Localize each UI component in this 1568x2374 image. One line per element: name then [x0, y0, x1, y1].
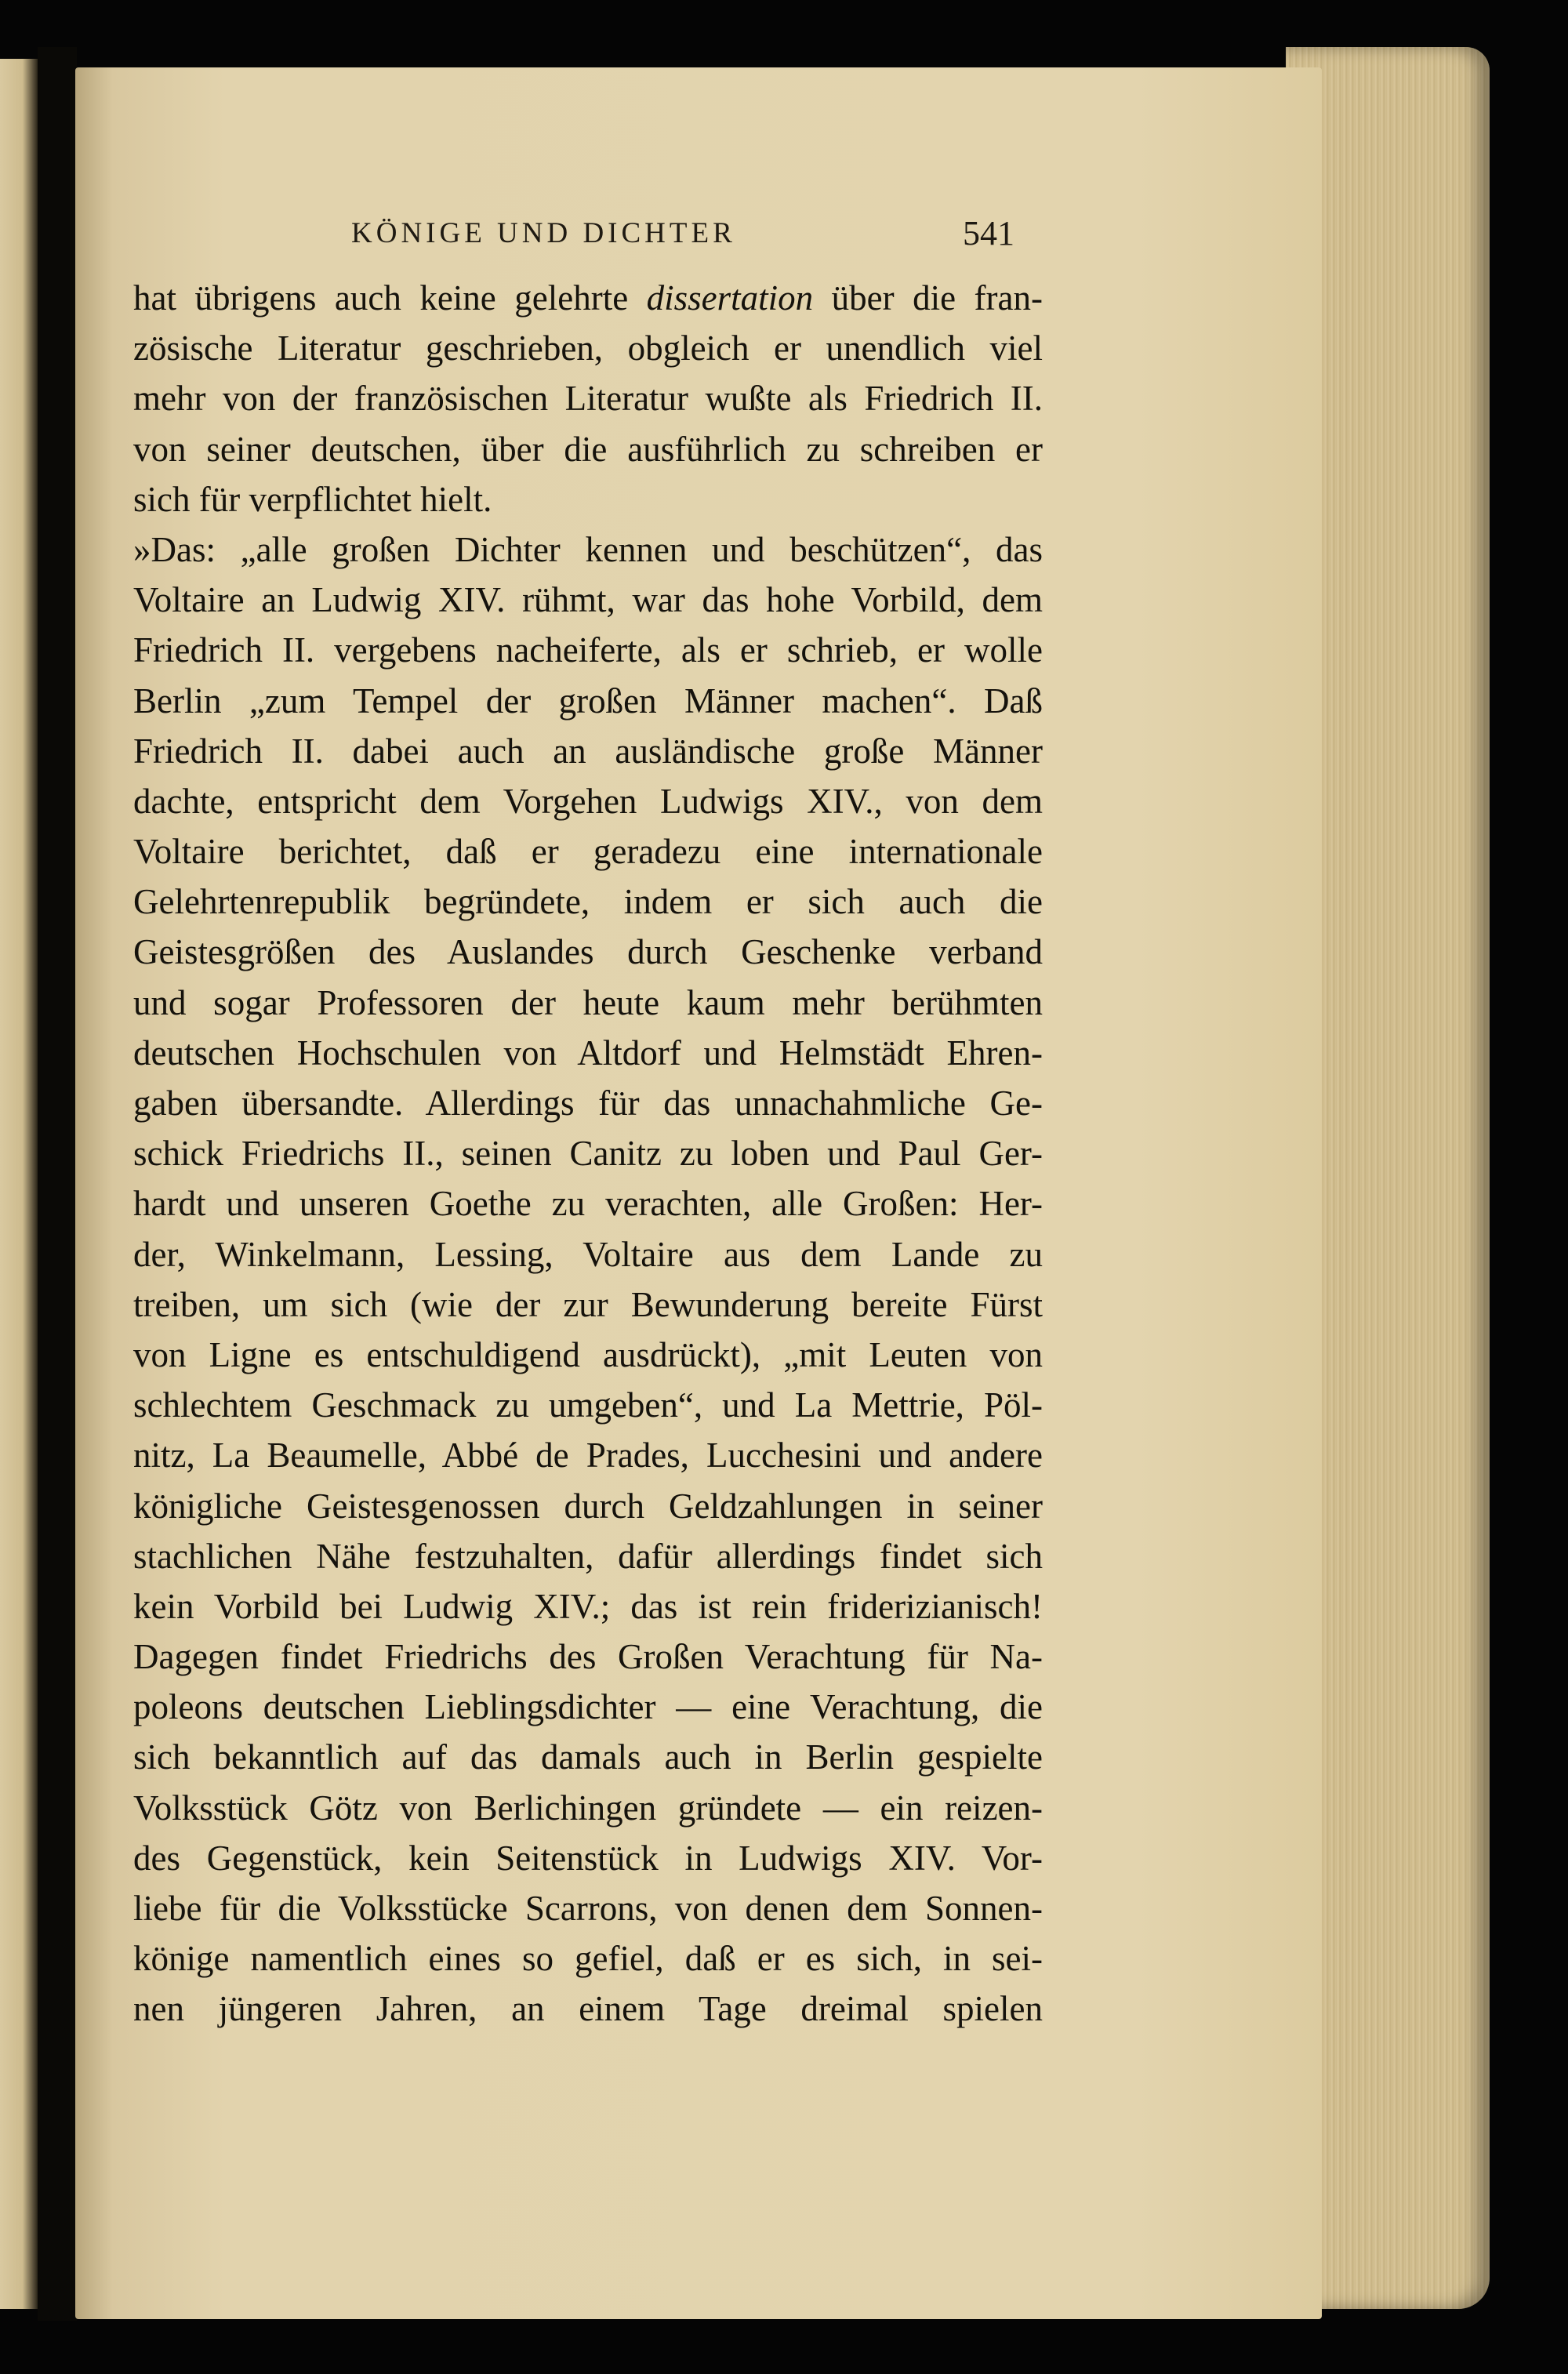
text-line: stachlichen Nähe festzuhalten, dafür allerdings findet sich: [133, 1536, 1043, 1576]
text-line: könige namentlich eines so gefiel, daß er es sich, in sei-: [133, 1939, 1043, 1979]
book-gutter: [38, 47, 77, 2321]
text-line: deutschen Hochschulen von Altdorf und Helmstädt Ehren-: [133, 1033, 1043, 1073]
text-line: Geistesgrößen des Auslandes durch Geschenke verband: [133, 932, 1043, 972]
text-line: gaben übersandte. Allerdings für das unnachahmliche Ge-: [133, 1084, 1043, 1123]
text-line: hat übrigens auch keine gelehrte dissertation über die fran-: [133, 278, 1043, 318]
text-line: der, Winkelmann, Lessing, Voltaire aus dem Lande zu: [133, 1234, 1043, 1274]
text-line: Friedrich II. vergebens nacheiferte, als er schrieb, er wolle: [133, 630, 1043, 670]
text-line: von seiner deutschen, über die ausführlich zu schreiben er: [133, 429, 1043, 469]
text-line: des Gegenstück, kein Seitenstück in Ludwigs XIV. Vor-: [133, 1838, 1043, 1878]
page-number: 541: [963, 214, 1014, 252]
text-line: Berlin „zum Tempel der großen Männer machen“. Daß: [133, 681, 1043, 721]
text-line: hardt und unseren Goethe zu verachten, alle Großen: Her-: [133, 1184, 1043, 1224]
text-line: nen jüngeren Jahren, an einem Tage dreimal spielen: [133, 1989, 1043, 2029]
text-line: Voltaire an Ludwig XIV. rühmt, war das hohe Vorbild, dem: [133, 580, 1043, 620]
text-line: Friedrich II. dabei auch an ausländische große Männer: [133, 731, 1043, 771]
text-line: dachte, entspricht dem Vorgehen Ludwigs XIV., von dem: [133, 781, 1043, 821]
text-line: königliche Geistesgenossen durch Geldzahlungen in seiner: [133, 1486, 1043, 1526]
text-line: nitz, La Beaumelle, Abbé de Prades, Lucchesini und andere: [133, 1436, 1043, 1476]
text-line: liebe für die Volksstücke Scarrons, von denen dem Sonnen-: [133, 1889, 1043, 1928]
text-line: mehr von der französischen Literatur wußte als Friedrich II.: [133, 379, 1043, 419]
facing-page-edge: [0, 59, 38, 2309]
text-line: schick Friedrichs II., seinen Canitz zu loben und Paul Ger-: [133, 1134, 1043, 1174]
text-line: treiben, um sich (wie der zur Bewunderung bereite Fürst: [133, 1284, 1043, 1324]
running-head: [133, 216, 1035, 263]
text-line: sich für verpflichtet hielt.: [133, 479, 492, 519]
text-line: sich bekanntlich auf das damals auch in Berlin gespielte: [133, 1737, 1043, 1777]
text-line: zösische Literatur geschrieben, obgleich er unendlich viel: [133, 329, 1043, 368]
text-line: schlechtem Geschmack zu umgeben“, und La Mettrie, Pöl-: [133, 1385, 1043, 1425]
text-line: Gelehrtenrepublik begründete, indem er sich auch die: [133, 882, 1043, 922]
text-line: »Das: „alle großen Dichter kennen und beschützen“, das: [133, 529, 1043, 569]
text-line: kein Vorbild bei Ludwig XIV.; das ist rein friderizianisch!: [133, 1586, 1043, 1626]
text-line: und sogar Professoren der heute kaum mehr berühmten: [133, 982, 1043, 1022]
text-line: poleons deutschen Lieblingsdichter — eine Verachtung, die: [133, 1687, 1043, 1727]
text-line: Dagegen findet Friedrichs des Großen Verachtung für Na-: [133, 1637, 1043, 1677]
text-line: von Ligne es entschuldigend ausdrückt), „mit Leuten von: [133, 1334, 1043, 1374]
body-text: [133, 273, 1043, 2035]
text-line: Voltaire berichtet, daß er geradezu eine internationale: [133, 832, 1043, 872]
text-line: Volksstück Götz von Berlichingen gründete — ein reizen-: [133, 1788, 1043, 1828]
running-head-title: KÖNIGE UND DICHTER: [351, 217, 736, 249]
